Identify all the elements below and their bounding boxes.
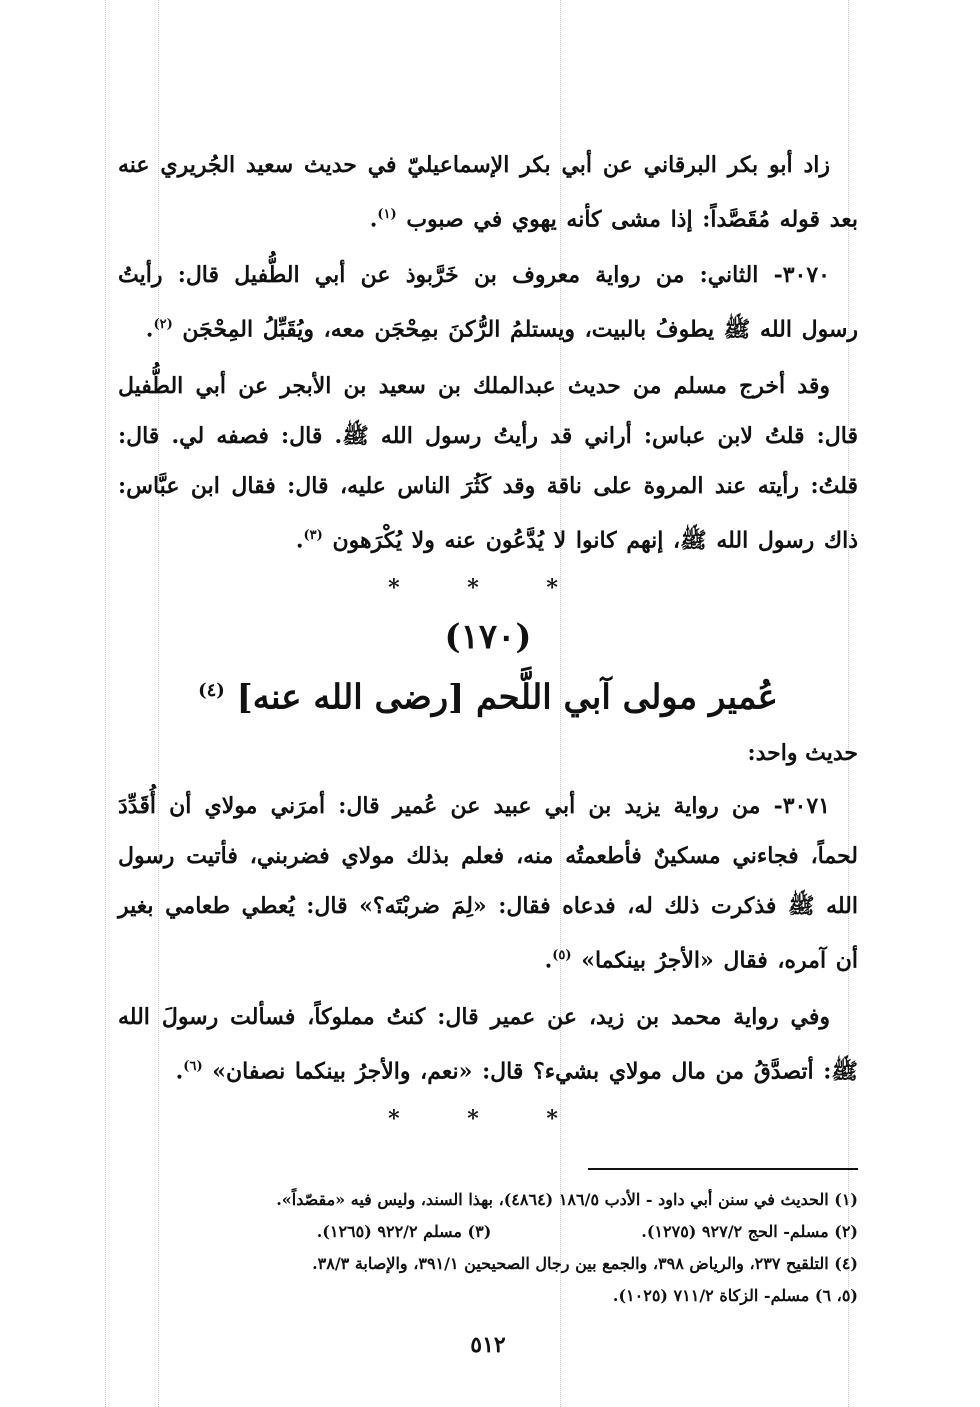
footnote-5-6: (٥، ٦) مسلم- الزكاة ٧١١/٢ (١٠٢٥). — [612, 1285, 858, 1305]
paragraph-text: زاد أبو بكر البرقاني عن أبي بكر الإسماعيليّ في حديث سعيد الجُريري عنه بعد قوله مُقَصَّداً: إذا مشى كأنه يهوي في صبوب — [118, 152, 858, 233]
hadith-3070: ٣٠٧٠- الثاني: من رواية معروف بن خَرَّبوذ عن أبي الطُّفيل قال: رأيتُ رسول الله ﷺ يطوفُ بالبيت، ويستلمُ الرُّكنَ بمِحْجَن معه، ويُقَبِّلُ المِحْجَن $^{(٢)}$. — [118, 262, 858, 343]
page-number: ٥١٢ — [470, 1331, 506, 1358]
section-title-text: عُمير مولى آبي اللَّحم [رضى الله عنه] — [236, 677, 778, 718]
footnote-ref: (١) — [377, 207, 397, 222]
footnote-ref: (٦) — [183, 1058, 203, 1074]
hadith-number: ٣٠٧٠- — [773, 262, 830, 289]
paragraph-text: وفي رواية محمد بن زيد، عن عمير قال: كنتُ مملوكاً، فسألت رسولَ الله ﷺ: أتصدَّقُ من مال مولاي بشيء؟ قال: «نعم، والأجرُ بينكما نصفان» — [118, 1003, 858, 1084]
section-divider: * * * — [388, 1105, 588, 1132]
section-title — [118, 665, 858, 723]
footnote-4: (٤) التلقيح ٢٣٧، والرياض ٣٩٨، والجمع بين رجال الصحيحين ٣٩١/١، والإصابة ٣٨/٣. — [312, 1253, 858, 1273]
footnote-3: (٣) مسلم ٩٢٢/٢ (١٢٦٥). — [316, 1221, 492, 1241]
paragraph-text: من رواية يزيد بن أبي عبيد عن عُمير قال: أمرَني مولاي أن أُقَدِّدَ لحماً، فجاءني مسكينٌ فأطعمتُه منه، فعلم بذلك مولاي فضربني، فأتيت رسول الله ﷺ فذكرت ذلك له، فدعاه فقال: «لِمَ ضربْتَه؟» قال: يُعطي طعامي بغير أن آمره، فقال «الأجرُ بينكما» — [118, 793, 858, 974]
section-divider: * * * — [388, 574, 588, 601]
footnote-row — [118, 1216, 858, 1248]
footnote-1: (١) الحديث في سنن أبي داود - الأدب ١٨٦/٥ (٤٨٦٤)، بهذا السند، وليس فيه «مقصّداً». — [276, 1189, 858, 1209]
subheading: حديث واحد: — [747, 740, 858, 767]
footnote-2: (٢) مسلم- الحج ٩٢٧/٢ (١٢٧٥). — [641, 1221, 858, 1241]
guide-line — [105, 0, 106, 1407]
section-number: (١٧٠) — [444, 616, 532, 657]
paragraph-1: زاد أبو بكر البرقاني عن أبي بكر الإسماعيليّ في حديث سعيد الجُريري عنه بعد قوله مُقَصَّداً: إذا مشى كأنه يهوي في صبوب $^{(١)}$. — [118, 152, 858, 233]
paragraph-text: وقد أخرج مسلم من حديث عبدالملك بن سعيد بن الأبجر عن أبي الطُّفيل قال: قلتُ لابن عباس: أراني قد رأيتُ رسول الله ﷺ. قال: فصفه لي. قال: قلتُ: رأيته عند المروة على ناقة وقد كَثُرَ الناس عليه، قال: فقال ابن عبَّاس: ذاك رسول الله ﷺ، إنهم كانوا لا يُدَّعُون عنه ولا يُكْرَهون — [118, 372, 858, 553]
paragraph-3: وقد أخرج مسلم من حديث عبدالملك بن سعيد بن الأبجر عن أبي الطُّفيل قال: قلتُ لابن عباس: أراني قد رأيتُ رسول الله ﷺ. قال: فصفه لي. قال: قلتُ: رأيته عند المروة على ناقة وقد كَثُرَ الناس عليه، قال: فقال ابن عبَّاس: ذاك رسول الله ﷺ، إنهم كانوا لا يُدَّعُون عنه ولا يُكْرَهون $^{(٣)}$. — [118, 372, 858, 553]
hadith-number: ٣٠٧١- — [773, 793, 830, 820]
paragraph-5: وفي رواية محمد بن زيد، عن عمير قال: كنتُ مملوكاً، فسألت رسولَ الله ﷺ: أتصدَّقُ من مال مولاي بشيء؟ قال: «نعم، والأجرُ بينكما نصفان» $^{(٦)}$. — [118, 1003, 858, 1084]
paragraph-text: الثاني: من رواية معروف بن خَرَّبوذ عن أبي الطُّفيل قال: رأيتُ رسول الله ﷺ يطوفُ بالبيت، ويستلمُ الرُّكنَ بمِحْجَن معه، ويُقَبِّلُ المِحْجَن — [118, 262, 858, 343]
book-page — [118, 140, 858, 1358]
footnote-ref: (٥) — [552, 948, 572, 964]
footnote-ref: (٣) — [303, 527, 323, 543]
footnote-ref: (٢) — [153, 317, 173, 333]
hadith-3071: ٣٠٧١- من رواية يزيد بن أبي عبيد عن عُمير قال: أمرَني مولاي أن أُقَدِّدَ لحماً، فجاءني مسكينٌ فأطعمتُه منه، فعلم بذلك مولاي فضربني، فأتيت رسول الله ﷺ فذكرت ذلك له، فدعاه فقال: «لِمَ ضربْتَه؟» قال: يُعطي طعامي بغير أن آمره، فقال «الأجرُ بينكما» $^{(٥)}$. — [118, 793, 858, 974]
footnote-rule — [588, 1168, 858, 1170]
footnote-ref: (٤) — [198, 679, 225, 701]
